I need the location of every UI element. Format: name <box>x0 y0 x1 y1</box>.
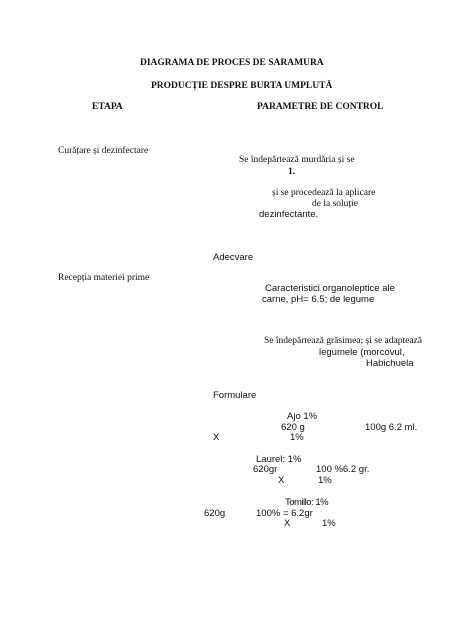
document-subtitle: PRODUCȚIE DESPRE BURTA UMPLUTĂ <box>151 81 333 91</box>
step1-control-line2: și se procedează la aplicare <box>272 188 376 198</box>
column-header-etapa: ETAPA <box>92 102 123 112</box>
step2-control-line2: carne, pH= 6.5; de legume <box>262 294 375 305</box>
step2-control-line4: legumele (morcovul, <box>319 347 405 358</box>
step2-control-line5: Habichuela <box>366 358 414 369</box>
step1-control-line3: de la soluție <box>312 199 358 209</box>
formulare-heading: Formulare <box>213 390 257 401</box>
laurel-multiply-x: X <box>278 475 285 486</box>
ajo-result: 100g 6.2 ml. <box>365 422 418 433</box>
ajo-percent: 1% <box>290 432 304 443</box>
adecvare-label: Adecvare <box>213 252 254 263</box>
step1-control-line1: Se îndepărtează murdăria și se <box>239 155 355 165</box>
step2-control-line1: Caracteristici organoleptice ale <box>265 283 395 294</box>
ajo-multiply-x: X <box>213 432 220 443</box>
document-title: DIAGRAMA DE PROCES DE SARAMURA <box>140 58 324 68</box>
step-label-curatare: Curățare și dezinfectare <box>58 146 149 156</box>
tomillo-quantity: 620g <box>204 508 226 519</box>
step1-number: 1. <box>288 167 296 177</box>
laurel-quantity: 620gr <box>253 464 278 475</box>
step1-control-line4: dezinfectante. <box>259 209 319 220</box>
step-label-receptia: Recepția materiei prime <box>58 273 150 283</box>
ajo-name: Ajo 1% <box>287 411 318 422</box>
tomillo-result: 100% = 6.2gr <box>256 508 313 519</box>
column-header-parametre: PARAMETRE DE CONTROL <box>257 102 384 112</box>
tomillo-name: Tomillo: 1% <box>285 497 329 508</box>
laurel-percent: 1% <box>318 475 332 486</box>
laurel-name: Laurel: 1% <box>256 454 302 465</box>
ajo-quantity: 620 g <box>281 422 305 433</box>
tomillo-percent: 1% <box>322 518 336 529</box>
step2-control-line3: Se îndepărtează grăsimea; și se adaptează <box>264 336 422 346</box>
tomillo-multiply-x: X <box>284 518 291 529</box>
laurel-result: 100 %6.2 gr. <box>316 464 370 475</box>
